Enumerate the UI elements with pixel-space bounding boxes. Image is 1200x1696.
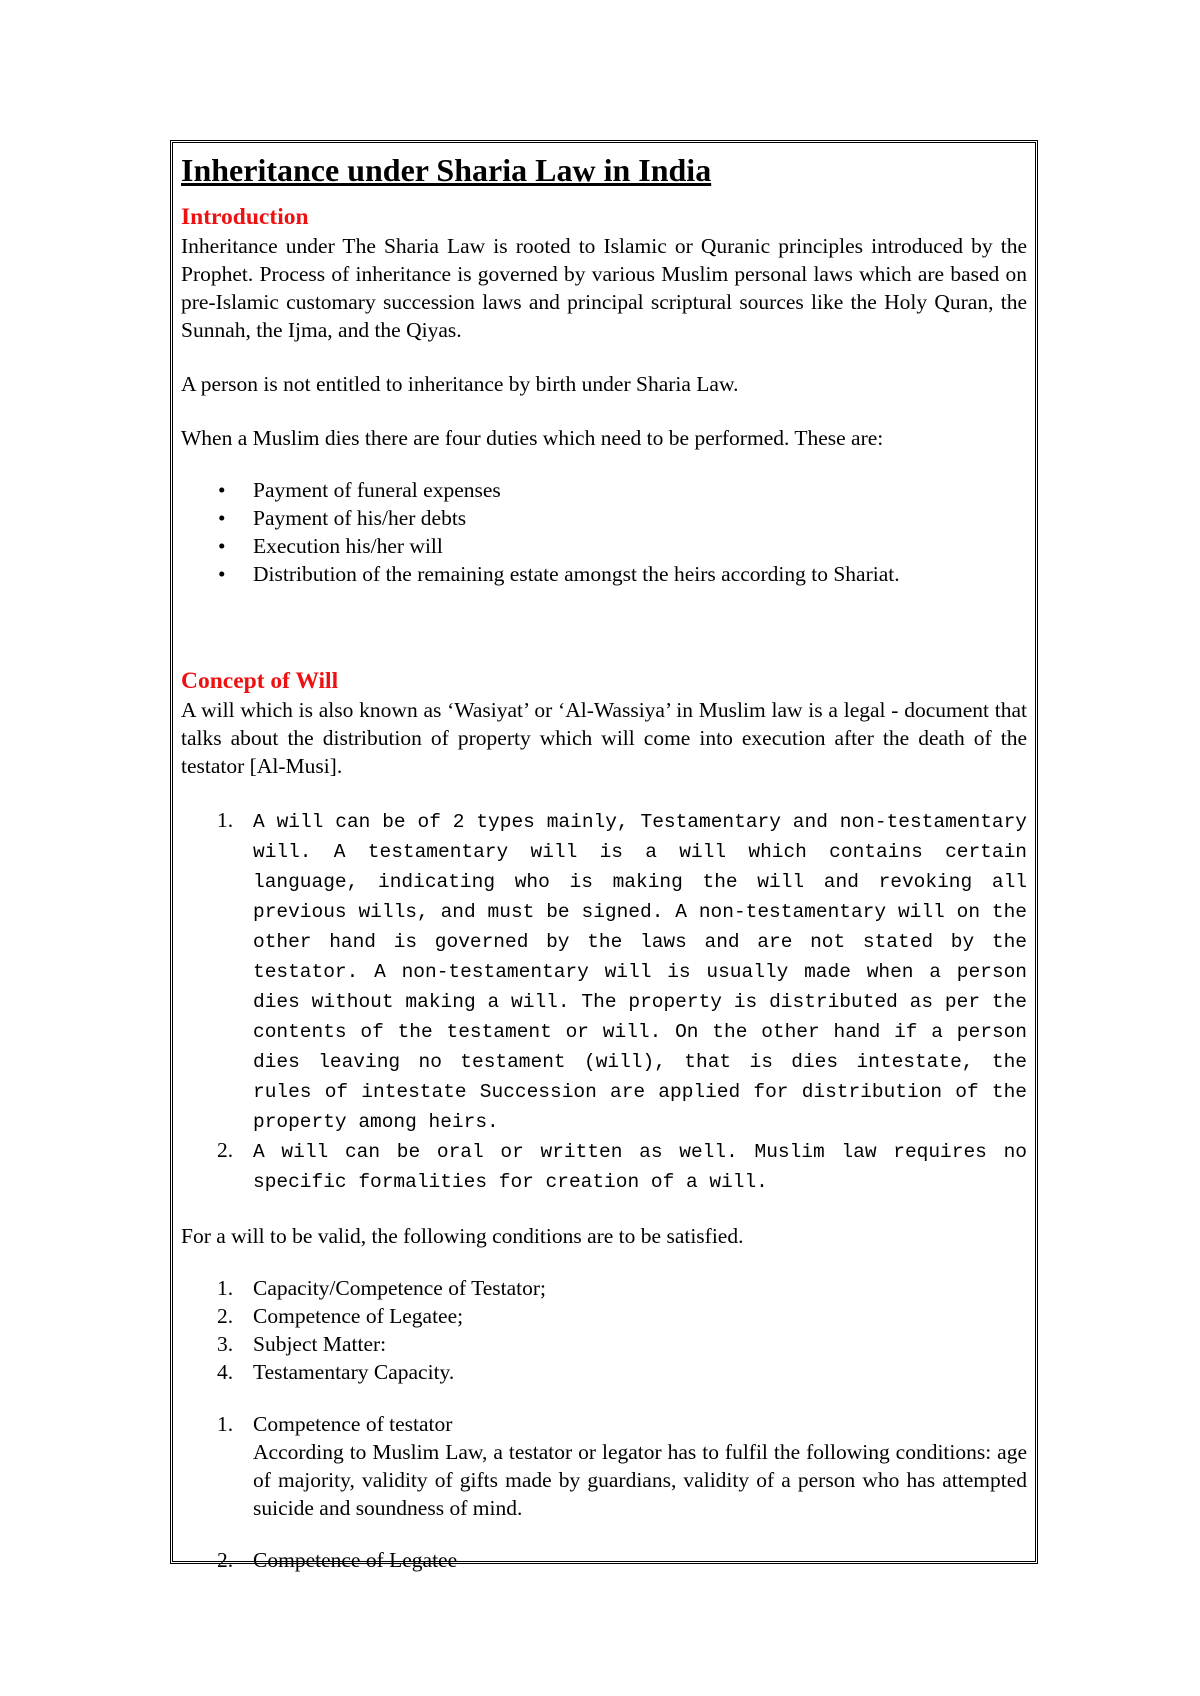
intro-heading: Introduction [181,204,309,230]
document-content [181,148,1027,1574]
list-item: 1. Competence of testator According to Muslim Law, a testator or legator has to fulfil the following conditions: age of majority, validity of gifts made by guardians, validity of a person who has attempted suicide and soundness of mind. [217,1412,1027,1520]
detail-heading: Competence of testator [253,1412,453,1436]
bullet-icon: • [218,478,226,502]
detail-text: According to Muslim Law, a testator or legator has to fulfil the following conditions: age of majority, validity of gifts made by guardians, validity of a person who has attempted suicide and soundness of mind. [253,1440,1027,1520]
list-item: 2. Competence of Legatee; [217,1304,464,1328]
bullet-icon: • [218,506,226,530]
list-item: 1. Capacity/Competence of Testator; [217,1276,547,1300]
intro-paragraph: Inheritance under The Sharia Law is rooted to Islamic or Quranic principles introduced by the Prophet. Process of inheritance is governed by various Muslim personal laws which are based on pre-Islamic customary succession laws and principal scriptural sources like the Holy Quran, the Sunnah, the Ijma, and the Qiyas. [181,234,1027,342]
list-item: • Payment of funeral expenses [218,478,501,502]
list-item: • Execution his/her will [218,534,443,558]
bullet-icon: • [218,534,226,558]
list-item: • Payment of his/her debts [218,506,467,530]
list-item: 1. A will can be of 2 types mainly, Testamentary and non-testamentary will. A testamentary will is a will which contains certain language, indicating who is making the will and revoking all previous wills, and must be signed. A non-testamentary will on the other hand is governed by the laws and are not stated by the testator. A non-testamentary will is usually made when a person dies without making a will. The property is distributed as per the contents of the testament or will. On the other hand if a person dies leaving no testament (will), that is dies intestate, the rules of intestate Succession are applied for distribution of the property among heirs. [217,808,1027,1133]
duties-list [181,476,1027,588]
duties-intro-paragraph: When a Muslim dies there are four duties which need to be performed. These are: [181,426,884,450]
detail-heading: Competence of Legatee [253,1548,458,1572]
list-item: 2. Competence of Legatee [181,1546,1027,1574]
birth-right-paragraph: A person is not entitled to inheritance by birth under Sharia Law. [181,372,739,396]
list-item: 4. Testamentary Capacity. [217,1360,455,1384]
will-points-list [181,806,1027,1196]
will-heading: Concept of Will [181,668,339,694]
conditions-list [181,1274,1027,1386]
conditions-intro-paragraph: For a will to be valid, the following conditions are to be satisfied. [181,1224,744,1248]
list-item: 3. Subject Matter: [217,1332,387,1356]
list-item: • Distribution of the remaining estate amongst the heirs according to Shariat. [218,562,900,586]
will-definition-paragraph: A will which is also known as ‘Wasiyat’ or ‘Al-Wassiya’ in Muslim law is a legal - document that talks about the distribution of property which will come into execution after the death of the testator [Al-Musi]. [181,698,1027,778]
list-item: 2. A will can be oral or written as well. Muslim law requires no specific formalities for creation of a will. [217,1138,1027,1193]
bullet-icon: • [218,562,226,586]
page-title: Inheritance under Sharia Law in India [181,152,712,188]
conditions-detail-list [181,1410,1027,1574]
